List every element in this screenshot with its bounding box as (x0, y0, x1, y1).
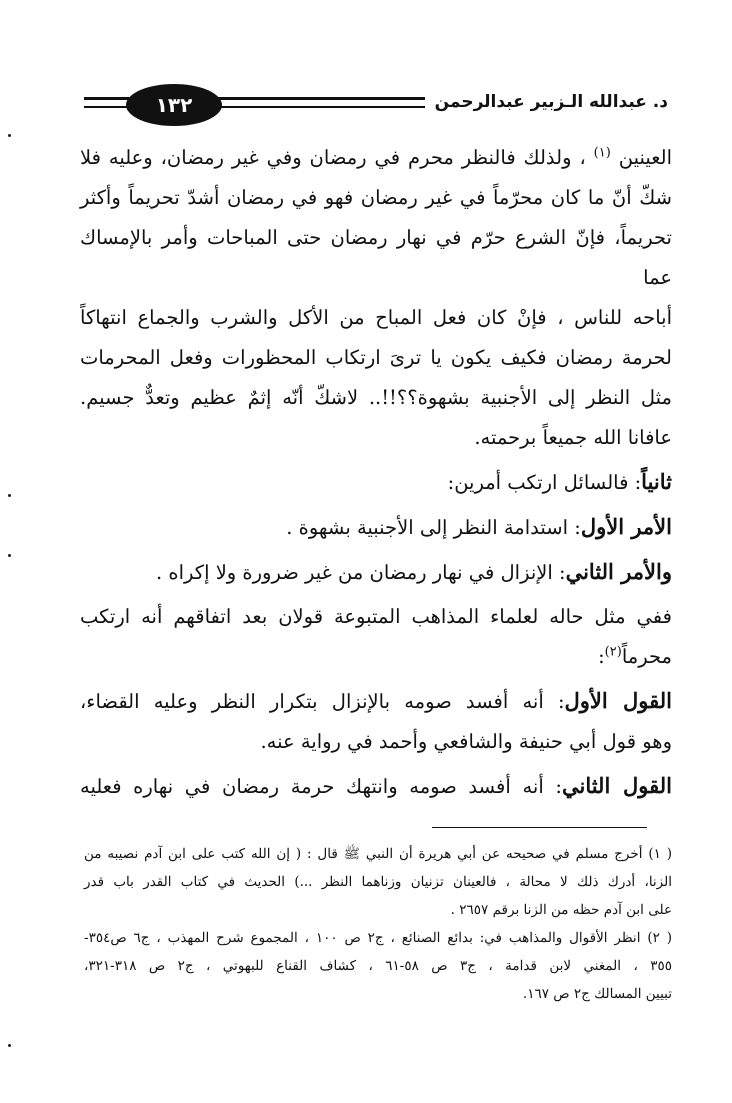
paragraph-first-matter (80, 507, 672, 548)
paragraph-second-opinion: القول الثاني: أنه أفسد صومه وانتهك حرمة رمضان في نهاره فعليه (80, 773, 673, 798)
footnote-2: ( ٢) انظر الأقوال والمذاهب في: بدائع الصنائع ، ج٢ ص ١٠٠ ، المجموع شرح المهذب ، ج٦ ص٣٥٤- ٣٥٥ ، المغني لابن قدامة ، ج٣ ص ٥٨-٦١ ، كشاف القناع للبهوتي ، ج٢ ص ٣١٨-٣٢١، تبيين المسالك ج٢ ص ١٦٧. (84, 930, 672, 1002)
scan-mark (8, 1044, 11, 1047)
paragraph-first-opinion: القول الأول: أنه أفسد صومه بالإنزال بتكرار النظر وعليه القضاء، وهو قول أبي حنيفة والشافعي وأحمد في رواية عنه. (80, 681, 672, 762)
footnote-1: ( ١) أخرج مسلم في صحيحه عن أبي هريرة أن النبي ﷺ قال : ( إن الله كتب على ابن آدم نصيبه من الزنا، أدرك ذلك لا محالة ، فالعينان تزنيان وزناهما النظر ...) الحديث في كتاب القدر باب قدر على ابن آدم حظه من الزنا برقم ٢٦٥٧ . (84, 846, 673, 918)
first-matter-text: : استدامة النظر إلى الأجنبية بشهوة . (286, 516, 581, 539)
first-opinion-label: القول الأول (564, 688, 672, 713)
page-number: ١٣٢ (126, 84, 222, 126)
body-text (80, 138, 672, 807)
scan-mark (8, 494, 11, 497)
footnote-ref-1[interactable]: (١) (593, 145, 611, 161)
text-line: العينين $^{(١)}$ ، ولذلك فالنظر محرم في رمضان وفي غير رمضان، وعليه فلا (80, 145, 672, 169)
paragraph-second (80, 462, 672, 503)
paragraph-1 (80, 138, 672, 458)
first-matter-label: الأمر الأول (580, 514, 672, 539)
second-matter-text: : الإنزال في نهار رمضان من غير ضرورة ولا إكراه . (156, 561, 566, 584)
footnote-separator (432, 827, 647, 828)
second-text: : فالسائل ارتكب أمرين: (447, 471, 642, 494)
scan-mark (8, 554, 11, 557)
paragraph-second-matter (80, 552, 672, 593)
text-line: شكّ أنّ ما كان محرّماً في غير رمضان فهو في رمضان أشدّ تحريماً وأكثر (80, 186, 672, 209)
text-line: أباحه للناس ، فإنْ كان فعل المباح من الأكل والشرب والجماع انتهاكاً (80, 306, 672, 329)
second-matter-label: والأمر الثاني (565, 559, 672, 584)
text-line: مثل النظر إلى الأجنبية بشهوة؟؟!!.. لاشكّ أنّه إثمٌ عظيم وتعدٌّ جسيم. (80, 386, 672, 409)
paragraph-madhahib: ففي مثل حاله لعلماء المذاهب المتبوعة قولان بعد اتفاقهم أنه ارتكب محرماً$^{(٢)}$: (80, 597, 672, 677)
footnote-ref-2[interactable]: (٢) (604, 644, 622, 660)
text-line: وهو قول أبي حنيفة والشافعي وأحمد في رواية عنه. (260, 730, 672, 753)
text-line: تحريماً، فإنّ الشرع حرّم في نهار رمضان حتى المباحات وأمر بالإمساك عما (80, 226, 672, 289)
running-header (84, 84, 668, 128)
second-opinion-label: القول الثاني (561, 773, 673, 798)
second-label: ثانياً (641, 469, 672, 494)
text-line: عافانا الله جميعاً برحمته. (474, 426, 672, 449)
running-title: د. عبدالله الـزبير عبدالرحمن (425, 86, 668, 118)
text-line: لحرمة رمضان فكيف يكون يا ترىَ ارتكاب المحظورات وفعل المحرمات (80, 346, 672, 369)
text-line: ففي مثل حاله لعلماء المذاهب المتبوعة قولان بعد اتفاقهم أنه ارتكب (80, 605, 672, 628)
scan-mark (8, 134, 11, 137)
footnotes (84, 840, 672, 1008)
